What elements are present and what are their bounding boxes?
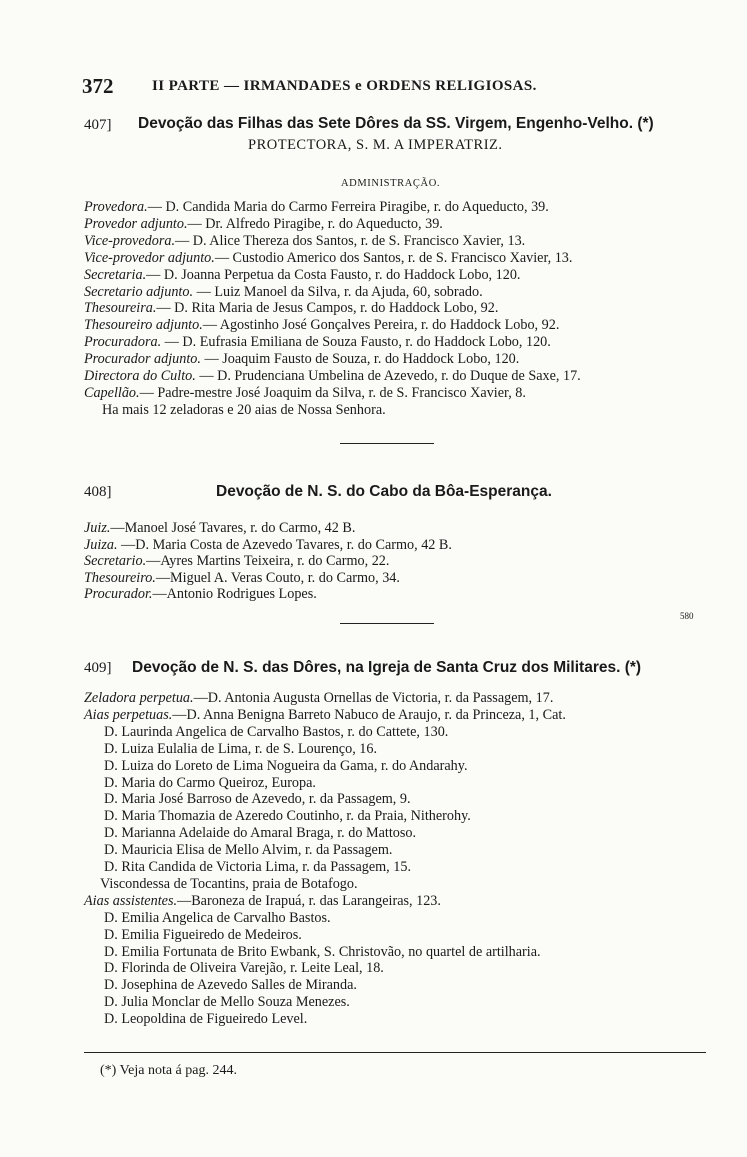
entry-text: — Joaquim Fausto de Souza, r. do Haddock Lobo, 120. — [200, 351, 520, 368]
entry-role: Secretario adjunto. — [84, 283, 194, 300]
entry-role: Aias perpetuas. — [84, 706, 173, 723]
entry-text: — Dr. Alfredo Piragibe, r. do Aqueducto, 39. — [187, 215, 443, 232]
entry-line — [100, 876, 358, 892]
entry-text: — Custodio Americo dos Santos, r. de S. Francisco Xavier, 13. — [214, 249, 573, 266]
entry-line — [84, 570, 400, 586]
footnote-rule — [84, 1052, 706, 1053]
entry-line — [104, 825, 416, 841]
footnote: (*) Veja nota á pag. 244. — [100, 1063, 237, 1078]
entry-text: D. Maria Thomazia de Azeredo Coutinho, r. da Praia, Nitherohy. — [104, 808, 471, 825]
entry-role: Thesoureiro adjunto. — [84, 317, 203, 334]
entry-text: D. Leopoldina de Figueiredo Level. — [104, 1011, 308, 1028]
entry-line — [84, 216, 443, 232]
entry-line — [104, 977, 357, 993]
section-divider — [340, 443, 434, 444]
entry-text: D. Laurinda Angelica de Carvalho Bastos, r. do Cattete, 130. — [104, 723, 449, 740]
entry-line — [104, 791, 411, 807]
entry-line — [84, 385, 526, 401]
entry-line — [104, 758, 468, 774]
entry-text: D. Mauricia Elisa de Mello Alvim, r. da Passagem. — [104, 842, 393, 859]
entry-line — [104, 960, 384, 976]
entry-role: Thesoureiro. — [84, 569, 156, 586]
entry-line — [84, 690, 553, 706]
entry-line — [84, 199, 549, 215]
entry-text: D. Maria do Carmo Queiroz, Europa. — [104, 774, 316, 791]
entry-role: Juiza. — [84, 536, 118, 553]
page-number: 372 — [82, 74, 114, 98]
entry-line — [84, 300, 498, 316]
entry-text: D. Emilia Figueiredo de Medeiros. — [104, 926, 302, 943]
entry-line — [84, 553, 389, 569]
entry-role: Aias assistentes. — [84, 892, 178, 909]
entry-role: Secretario. — [84, 553, 147, 570]
entry-text: —D. Maria Costa de Azevedo Tavares, r. do Carmo, 42 B. — [117, 536, 452, 553]
entry-line — [104, 1011, 307, 1027]
entry-line — [84, 351, 519, 367]
entry-role: Juiz. — [84, 520, 111, 536]
entry-role: Thesoureira. — [84, 300, 157, 317]
entry-text: D. Luiza Eulalia de Lima, r. de S. Lourenço, 16. — [104, 740, 378, 757]
entry-text: — D. Rita Maria de Jesus Campos, r. do Haddock Lobo, 92. — [156, 300, 499, 317]
entry-line — [104, 859, 411, 875]
entry-text: — Luiz Manoel da Silva, r. da Ajuda, 60, sobrado. — [193, 283, 483, 300]
entry-role: Vice-provedora. — [84, 232, 175, 249]
subheading: ADMINISTRAÇÃO. — [341, 178, 441, 189]
entry-text: D. Josephina de Azevedo Salles de Miranda. — [104, 977, 357, 994]
entry-text: Viscondessa de Tocantins, praia de Botafogo. — [100, 875, 358, 892]
running-header — [82, 74, 687, 100]
entry-line — [104, 842, 392, 858]
entry-text: — D. Prudenciana Umbelina de Azevedo, r. do Duque de Saxe, 17. — [195, 368, 581, 384]
running-title: II PARTE — IRMANDADES e ORDENS RELIGIOSAS. — [152, 78, 537, 94]
entry-line — [102, 402, 386, 418]
entry-text: —Miguel A. Veras Couto, r. do Carmo, 34. — [155, 569, 400, 586]
entry-role: Vice-provedor adjunto. — [84, 249, 215, 266]
entry-line — [104, 944, 541, 960]
entry-role: Provedor adjunto. — [84, 215, 188, 232]
entry-text: —Manoel José Tavares, r. do Carmo, 42 B. — [110, 520, 356, 536]
entry-text: — D. Alice Thereza dos Santos, r. de S. Francisco Xavier, 13. — [175, 232, 526, 249]
entry-text: D. Marianna Adelaide do Amaral Braga, r. do Mattoso. — [104, 825, 417, 842]
entry-role: Procuradora. — [84, 334, 162, 351]
entry-line — [104, 775, 316, 791]
entry-text: D. Julia Monclar de Mello Souza Menezes. — [104, 994, 350, 1011]
entry-role: Directora do Culto. — [84, 368, 196, 384]
margin-note: 580 — [680, 611, 694, 621]
entry-text: D. Florinda de Oliveira Varejão, r. Leite Leal, 18. — [104, 960, 384, 977]
entry-line — [84, 707, 566, 723]
entry-line — [104, 724, 448, 740]
section-divider — [340, 623, 434, 624]
section-title: Devoção das Filhas das Sete Dôres da SS. Virgem, Engenho-Velho. (*) — [138, 115, 654, 132]
entry-text: D. Luiza do Loreto de Lima Nogueira da Gama, r. do Andarahy. — [104, 757, 468, 774]
entry-text: — D. Eufrasia Emiliana de Souza Fausto, r. do Haddock Lobo, 120. — [161, 334, 551, 351]
section-number: 408] — [84, 484, 112, 500]
entry-line — [84, 520, 355, 536]
entry-line — [104, 910, 331, 926]
entry-role: Provedora. — [84, 199, 148, 215]
entry-text: —D. Anna Benigna Barreto Nabuco de Araujo, r. da Princeza, 1, Cat. — [172, 706, 566, 723]
section-title: Devoção de N. S. do Cabo da Bôa-Esperança. — [216, 483, 552, 500]
entry-text: D. Maria José Barroso de Azevedo, r. da Passagem, 9. — [104, 791, 411, 808]
entry-line — [84, 317, 559, 333]
entry-role: Procurador adjunto. — [84, 351, 201, 368]
entry-line — [104, 994, 350, 1010]
entry-line — [84, 233, 525, 249]
entry-text: —D. Antonia Augusta Ornellas de Victoria, r. da Passagem, 17. — [193, 690, 554, 706]
section-title: Devoção de N. S. das Dôres, na Igreja de Santa Cruz dos Militares. (*) — [132, 659, 642, 676]
entry-text: —Ayres Martins Teixeira, r. do Carmo, 22. — [146, 553, 390, 570]
entry-line — [84, 334, 551, 350]
entry-line — [84, 368, 581, 384]
entry-text: — Padre-mestre José Joaquim da Silva, r. de S. Francisco Xavier, 8. — [139, 384, 526, 401]
entry-line — [84, 893, 441, 909]
section-number: 407] — [84, 117, 112, 133]
entry-role: Secretaria. — [84, 266, 147, 283]
entry-role: Procurador. — [84, 586, 153, 603]
entry-text: Ha mais 12 zeladoras e 20 aias de Nossa Senhora. — [102, 401, 386, 418]
entry-text: D. Rita Candida de Victoria Lima, r. da Passagem, 15. — [104, 859, 412, 875]
entry-line — [84, 586, 317, 602]
entry-text: — Agostinho José Gonçalves Pereira, r. do Haddock Lobo, 92. — [202, 317, 560, 334]
entry-text: —Antonio Rodrigues Lopes. — [152, 586, 317, 603]
entry-text: D. Emilia Fortunata de Brito Ewbank, S. Christovão, no quartel de artilharia. — [104, 943, 541, 960]
entry-line — [104, 808, 471, 824]
entry-line — [84, 537, 452, 553]
entry-role: Zeladora perpetua. — [84, 690, 194, 706]
entry-text: — D. Joanna Perpetua da Costa Fausto, r. do Haddock Lobo, 120. — [146, 266, 521, 283]
entry-role: Capellão. — [84, 384, 140, 401]
entry-line — [84, 284, 483, 300]
entry-line — [84, 267, 520, 283]
entry-text: D. Emilia Angelica de Carvalho Bastos. — [104, 909, 331, 926]
entry-text: — D. Candida Maria do Carmo Ferreira Piragibe, r. do Aqueducto, 39. — [147, 199, 549, 215]
entry-line — [104, 927, 302, 943]
entry-line — [84, 250, 572, 266]
protectora-line: PROTECTORA, S. M. A IMPERATRIZ. — [248, 137, 503, 153]
entry-line — [104, 741, 377, 757]
section-number: 409] — [84, 660, 112, 676]
entry-text: —Baroneza de Irapuá, r. das Larangeiras, 123. — [177, 892, 441, 909]
